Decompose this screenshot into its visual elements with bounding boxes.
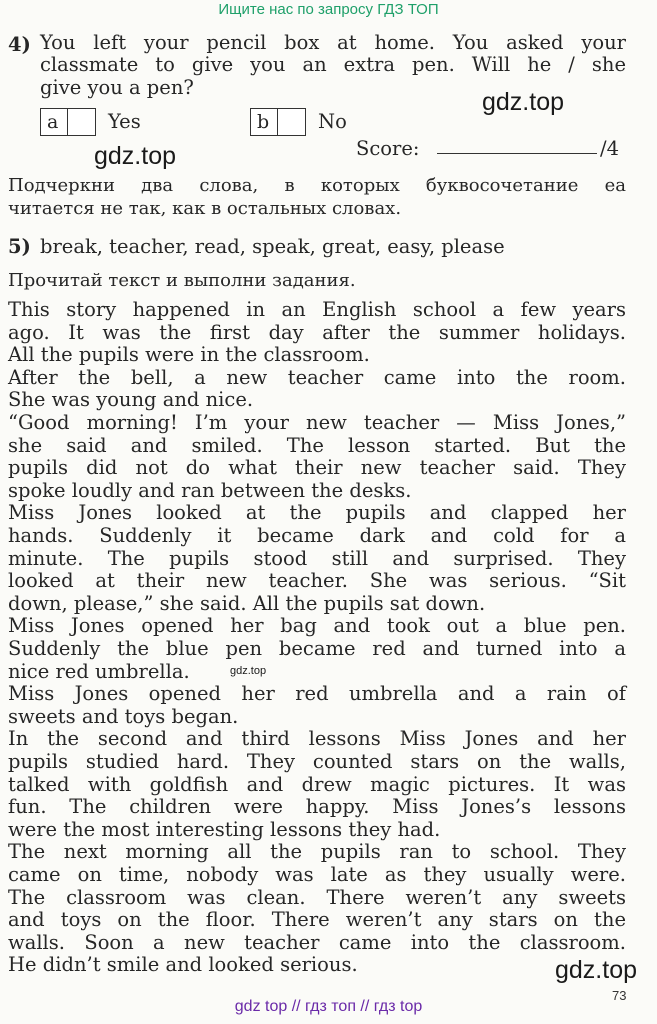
score-label: Score: [356, 137, 420, 160]
task4-line-3: give you a pen? [40, 76, 194, 99]
story-line: She was young and nice. [8, 388, 254, 412]
task4-number: 4) [8, 33, 31, 56]
instruction-ea-line-1: Подчеркни два слова, в которых буквосочетание ea [8, 175, 626, 196]
story-line: down, please,” she said. All the pupils sat down. [8, 591, 486, 615]
story-line: Suddenly the blue pen became red and turned into a [8, 637, 626, 660]
option-b-checkbox[interactable] [250, 108, 306, 136]
story-line: and toys on the floor. There weren’t any stars on the [8, 908, 626, 932]
story-line: Miss Jones opened her red umbrella and a rain of [8, 682, 626, 706]
instruction-read: Прочитай текст и выполни задания. [8, 270, 356, 291]
story-line: talked with goldfish and drew magic pictures. It was [8, 772, 626, 796]
story-line: pupils studied hard. They counted stars on the walls, [8, 750, 626, 773]
task5-number: 5) [8, 235, 31, 258]
story-line: fun. The children were happy. Miss Jones’s lessons [8, 795, 626, 819]
story-line: He didn’t smile and looked serious. [8, 953, 358, 977]
option-a-checkbox[interactable] [40, 108, 96, 136]
page-number: 73 [612, 988, 627, 1003]
story-line: After the bell, a new teacher came into the room. [8, 365, 626, 389]
score-max: /4 [600, 137, 619, 160]
watermark-2: gdz.top [94, 142, 177, 170]
story-line: minute. The pupils stood still and surprised. They [8, 546, 626, 570]
story-line: “Good morning! I’m your new teacher — Miss Jones,” [8, 411, 626, 434]
story-line: spoke loudly and ran between the desks. [8, 478, 412, 502]
story-line: were the most interesting lessons they had. [8, 817, 441, 841]
story-line: All the pupils were in the classroom. [8, 343, 370, 367]
task4-line-2: classmate to give you an extra pen. Will he / she [40, 53, 626, 76]
story-line: The next morning all the pupils ran to school. They [8, 840, 626, 864]
option-b-letter: b [257, 111, 270, 133]
top-banner[interactable]: Ищите нас по запросу ГДЗ ТОП [218, 1, 439, 18]
story-line: Miss Jones looked at the pupils and clapped her [8, 501, 626, 525]
story-line: sweets and toys began. [8, 704, 239, 728]
story-line: she said and smiled. The lesson started. But the [8, 433, 626, 457]
story-line: Miss Jones opened her bag and took out a blue pen. [8, 614, 626, 638]
story-line: pupils did not do what their new teacher said. They [8, 456, 626, 480]
story-line: nice red umbrella. [8, 659, 190, 683]
task4-line-1: You left your pencil box at home. You asked your [40, 31, 626, 54]
option-a-label: Yes [108, 110, 141, 133]
story-line: looked at their new teacher. She was serious. “Sit [8, 569, 626, 593]
story-line: came on time, nobody was late as they usually were. [8, 863, 626, 886]
watermark-3: gdz.top [555, 956, 638, 984]
story-line: hands. Suddenly it became dark and cold for a [8, 524, 626, 547]
score-input-line[interactable] [437, 153, 597, 154]
story-line: This story happened in an English school a few years [8, 298, 626, 321]
watermark-1: gdz.top [482, 88, 565, 116]
option-a-letter: a [47, 111, 59, 133]
instruction-ea-line-2: читается не так, как в остальных словах. [8, 198, 402, 219]
task5-words: break, teacher, read, speak, great, easy, please [40, 235, 505, 258]
story-line: ago. It was the first day after the summer holidays. [8, 320, 626, 344]
footer-links[interactable]: gdz top // гдз топ // гдз top [234, 998, 423, 1015]
story-line: The classroom was clean. There weren’t any sweets [8, 885, 626, 909]
watermark-small: gdz.top [230, 665, 267, 677]
option-b-label: No [318, 110, 347, 133]
story-line: In the second and third lessons Miss Jones and her [8, 727, 626, 751]
story-line: walls. Soon a new teacher came into the classroom. [8, 930, 626, 954]
